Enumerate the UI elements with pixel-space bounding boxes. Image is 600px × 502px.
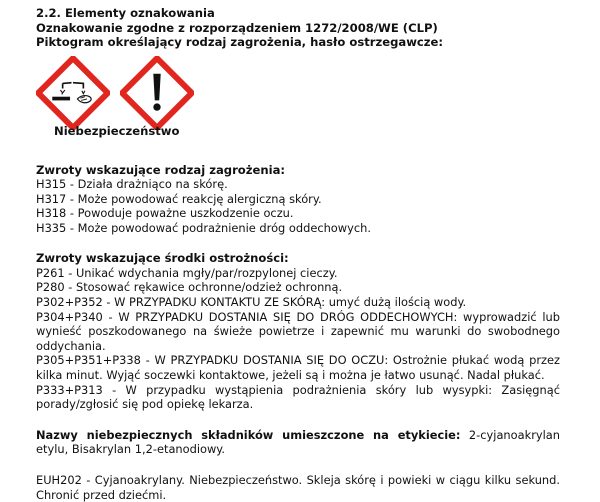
- hazard-heading: Zwroty wskazujące rodzaj zagrożenia:: [36, 162, 286, 177]
- pictogram-row: [36, 56, 560, 134]
- euh-statement: EUH202 - Cyjanoakrylany. Niebezpieczeństwo. Skleja skórę i powieki w ciągu kilku sekund. Chronić przed dziećmi.: [36, 473, 560, 502]
- exclamation-mark-icon: [120, 56, 194, 130]
- label-elements-section: [36, 6, 560, 502]
- pictogram-heading: Piktogram określający rodzaj zagrożenia, hasło ostrzegawcze:: [36, 35, 444, 49]
- hazard-statement: H318 - Powoduje poważne uszkodzenie oczu.: [36, 206, 294, 221]
- ingredients-value: 2-cyjanoakrylan etylu, Bisakrylan 1,2-etanodiowy.: [36, 427, 560, 457]
- precaution-statement: P304+P340 - W PRZYPADKU DOSTANIA SIĘ DO DRÓG ODDECHOWYCH: wyprowadzić lub wynieść poszkodowanego na świeże powietrze i zapewnić mu warunki do swobodnego oddychania.: [36, 309, 560, 353]
- hazard-statement: H315 - Działa drażniąco na skórę.: [36, 177, 228, 191]
- section-subtitle: Oznakowanie zgodne z rozporządzeniem 1272/2008/WE (CLP): [36, 20, 438, 35]
- section-title: 2.2. Elementy oznakowania: [36, 6, 215, 20]
- hazardous-ingredients: [36, 428, 560, 457]
- ingredients-label: Nazwy niebezpiecznych składników umieszczone na etykiecie:: [36, 427, 461, 442]
- corrosion-icon: [36, 56, 110, 130]
- precaution-statement: P302+P352 - W PRZYPADKU KONTAKTU ZE SKÓRĄ: umyć dużą ilością wody.: [36, 295, 467, 310]
- precaution-statement: P261 - Unikać wdychania mgły/par/rozpylonej cieczy.: [36, 265, 338, 280]
- hazard-statement: H335 - Może powodować podrażnienie dróg oddechowych.: [36, 220, 371, 235]
- hazard-statement: H317 - Może powodować reakcję alergiczną skóry.: [36, 191, 322, 206]
- precaution-statement: P305+P351+P338 - W PRZYPADKU DOSTANIA SIĘ DO OCZU: Ostrożnie płukać wodą przez kilka minut. Wyjąć soczewki kontaktowe, jeżeli są i można je łatwo usunąć. Nadal płukać.: [36, 353, 560, 383]
- precaution-statement: P333+P313 - W przypadku wystąpienia podrażnienia skóry lub wysypki: Zasięgnąć porady/zgłosić się pod opiekę lekarza.: [36, 382, 560, 412]
- signal-word: Niebezpieczeństwo: [54, 123, 180, 138]
- precaution-heading: Zwroty wskazujące środki ostrożności:: [36, 251, 289, 266]
- precaution-statement: P280 - Stosować rękawice ochronne/odzież ochronną.: [36, 280, 343, 295]
